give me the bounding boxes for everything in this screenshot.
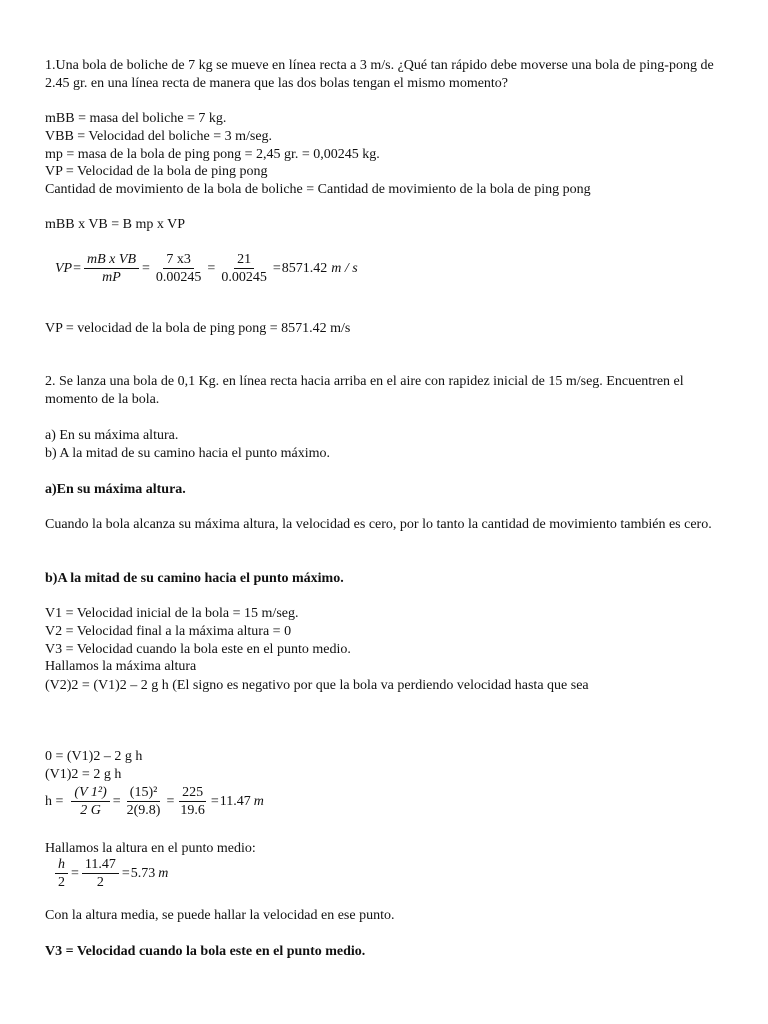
problem-1-result: VP = velocidad de la bola de ping pong = 8571.42 m/s <box>45 321 351 336</box>
vp-lhs: VP <box>55 260 73 276</box>
mp-definition: mp = masa de la bola de ping pong = 2,45 gr. = 0,00245 kg. <box>45 147 380 162</box>
h-result: 11.47 <box>219 793 251 809</box>
fraction: $\frac{\text{(V 1²)}}{2 G}$ <box>71 784 109 819</box>
mbb-definition: mBB = masa del boliche = 7 kg. <box>45 111 227 126</box>
vp-result: 8571.42 <box>281 260 328 276</box>
v3-title: V3 = Velocidad cuando la bola este en el punto medio. <box>45 944 366 959</box>
fraction: $\frac{\text{mB x VB}}{mP}$ <box>84 251 139 286</box>
fraction: $\frac{225}{19.6}$ <box>180 785 205 818</box>
vp-definition: VP = Velocidad de la bola de ping pong <box>45 164 268 179</box>
midpoint-result: 5.73 <box>130 865 156 881</box>
vp-unit: m / s <box>331 260 358 276</box>
fraction: $\frac{\text{(15)²}}{2(9.8)}$ <box>126 785 161 818</box>
h-formula: h = $\frac{\text{(V 1²)}}{2 G}$ = $\frac{\text{(15)²}}{2(9.8)}$ = $\frac{225}{19.6}$ = 11.47 m <box>45 785 264 818</box>
part-b-title: b)A la mitad de su camino hacia el punto máximo. <box>45 571 344 586</box>
h-unit: m <box>253 793 264 809</box>
max-height-heading: Hallamos la máxima altura <box>45 659 197 674</box>
problem-1-question: 1.Una bola de boliche de 7 kg se mueve en línea recta a 3 m/s. ¿Qué tan rápido debe moverse una bola de ping-pong de 2.45 gr. en una línea recta de manera que las dos bolas tengan el mismo momento? <box>45 58 714 91</box>
part-a-text: Cuando la bola alcanza su máxima altura, la velocidad es cero, por lo tanto la cantidad de movimiento también es cero. <box>45 517 712 532</box>
midpoint-heading: Hallamos la altura en el punto medio: <box>45 841 256 856</box>
problem-2-question: 2. Se lanza una bola de 0,1 Kg. en línea recta hacia arriba en el aire con rapidez inicial de 15 m/seg. Encuentren el momento de la bola. <box>45 374 684 407</box>
zero-equation: 0 = (V1)2 – 2 g h <box>45 749 143 764</box>
vp-formula: VP = $\frac{\text{mB x VB}}{mP}$ = $\frac{7 x3}{0.00245}$ = $\frac{21}{0.00245}$ = 8571.42 m / s <box>55 252 358 285</box>
midpoint-formula: $\frac{h}{2}$ = $\frac{11.47}{2}$ = 5.73 m <box>53 856 168 891</box>
v1-definition: V1 = Velocidad inicial de la bola = 15 m/seg. <box>45 606 299 621</box>
fraction: $\frac{h}{2}$ <box>55 856 68 891</box>
fraction: $\frac{21}{0.00245}$ <box>221 252 267 285</box>
midpoint-unit: m <box>158 865 169 881</box>
part-a-title: a)En su máxima altura. <box>45 482 186 497</box>
part-b-label: b) A la mitad de su camino hacia el punto máximo. <box>45 446 330 461</box>
midpoint-velocity-text: Con la altura media, se puede hallar la velocidad en ese punto. <box>45 908 395 923</box>
v2-definition: V2 = Velocidad final a la máxima altura = 0 <box>45 624 292 639</box>
part-a-label: a) En su máxima altura. <box>45 428 179 443</box>
kinematic-formula: (V2)2 = (V1)2 – 2 g h (El signo es negativo por que la bola va perdiendo velocidad hasta que sea <box>45 678 589 693</box>
h-label: h = <box>45 793 64 809</box>
momentum-equality: Cantidad de movimiento de la bola de boliche = Cantidad de movimiento de la bola de ping pong <box>45 182 591 197</box>
v3-definition: V3 = Velocidad cuando la bola este en el punto medio. <box>45 642 351 657</box>
vbb-definition: VBB = Velocidad del boliche = 3 m/seg. <box>45 129 273 144</box>
v1-squared-equation: (V1)2 = 2 g h <box>45 767 122 782</box>
momentum-equation: mBB x VB = B mp x VP <box>45 217 186 232</box>
fraction: $\frac{11.47}{2}$ <box>82 856 119 891</box>
fraction: $\frac{7 x3}{0.00245}$ <box>155 252 202 285</box>
